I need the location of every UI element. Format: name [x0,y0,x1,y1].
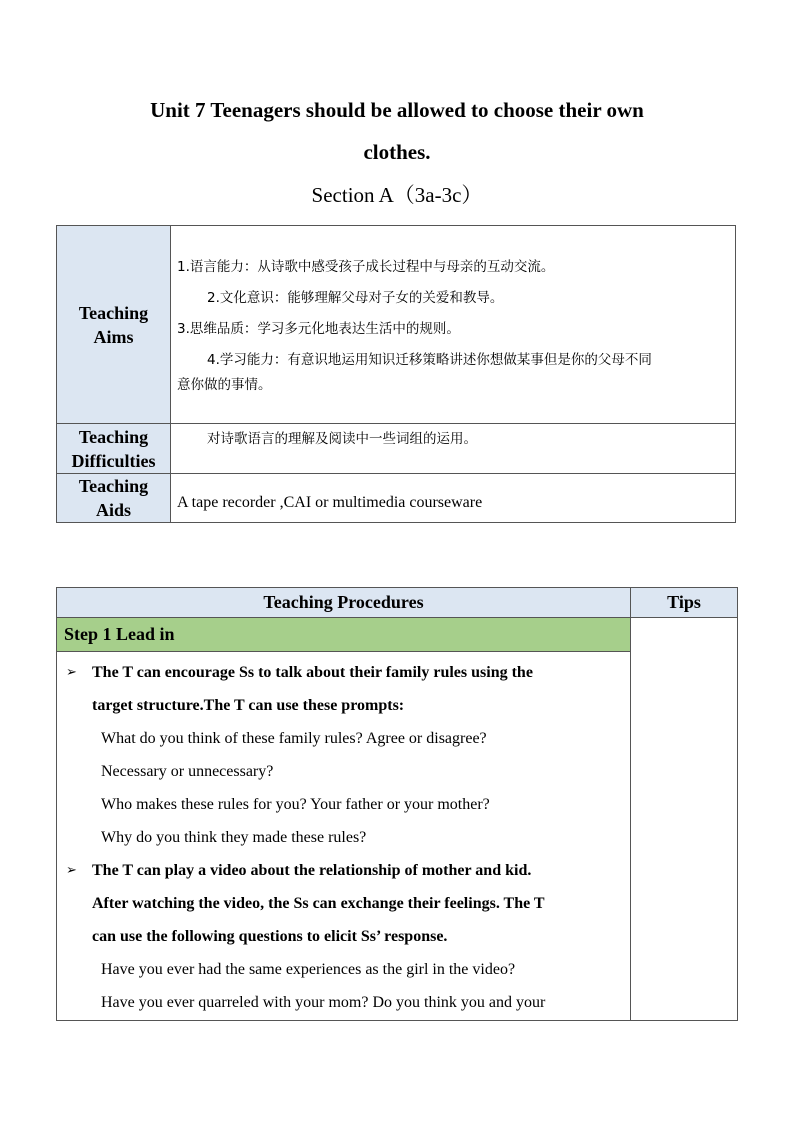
bullet2-line2: After watching the video, the Ss can exchange their feelings. The T [92,895,545,912]
aims-label-line1: Teaching [78,302,149,323]
teaching-info-table [56,225,736,523]
aim-item: 4.学习能力：有意识地运用知识迁移策略讲述你想做某事但是你的父母不同 [207,351,652,368]
prompt-question: Who makes these rules for you? Your father or your mother? [101,796,490,813]
step1-content [57,652,631,1021]
step1-row [57,618,738,652]
list-item [57,656,630,722]
procedures-table [56,587,738,1021]
aids-content: A tape recorder ,CAI or multimedia courseware [171,474,736,523]
aims-content [171,226,736,424]
aids-label [57,474,171,523]
prompt-question: Necessary or unnecessary? [101,763,274,780]
aids-label-line1: Teaching [78,476,149,496]
arrow-bullet-icon: ➢ [66,863,77,878]
document-title-line2: clothes. [363,140,431,164]
aims-label-line2: Aims [93,326,134,347]
prompt-question: What do you think of these family rules? Agree or disagree? [101,730,487,747]
tips-header: Tips [631,588,738,618]
document-title-line1: Unit 7 Teenagers should be allowed to choose their own [150,98,644,122]
bullet1-line1: The T can encourage Ss to talk about their family rules using the [92,664,533,681]
step1-title: Step 1 Lead in [57,618,631,652]
prompt-question: Have you ever quarreled with your mom? Do you think you and your [101,994,546,1011]
procedures-header-row [57,588,738,618]
difficulties-label [57,424,171,474]
difficulties-row [57,424,736,474]
procedures-header: Teaching Procedures [57,588,631,618]
arrow-bullet-icon: ➢ [66,665,77,680]
aim-item: 3.思维品质：学习多元化地表达生活中的规则。 [177,320,460,337]
prompt-question: Why do you think they made these rules? [101,829,367,846]
bullet2-line3: can use the following questions to elicit Ss’ response. [92,928,448,945]
list-item [57,854,630,953]
aim-item: 2.文化意识：能够理解父母对子女的关爱和教导。 [207,289,504,306]
prompt-question: Have you ever had the same experiences as the girl in the video? [101,961,516,978]
aims-label [57,226,171,424]
difficulties-label-line1: Teaching [78,426,149,447]
aims-row [57,226,736,424]
tips-cell [631,618,738,1021]
aim-item-continued: 意你做的事情。 [177,376,272,393]
aim-item: 1.语言能力：从诗歌中感受孩子成长过程中与母亲的互动交流。 [177,258,555,275]
section-subtitle: Section A（3a-3c） [311,183,483,207]
aids-label-line2: Aids [95,500,131,520]
difficulties-label-line2: Difficulties [71,450,156,471]
aids-row [57,474,736,523]
bullet2-line1: The T can play a video about the relationship of mother and kid. [92,862,532,879]
bullet1-line2: target structure.The T can use these prompts: [92,697,405,714]
difficulties-content: 对诗歌语言的理解及阅读中一些词组的运用。 [171,424,736,474]
